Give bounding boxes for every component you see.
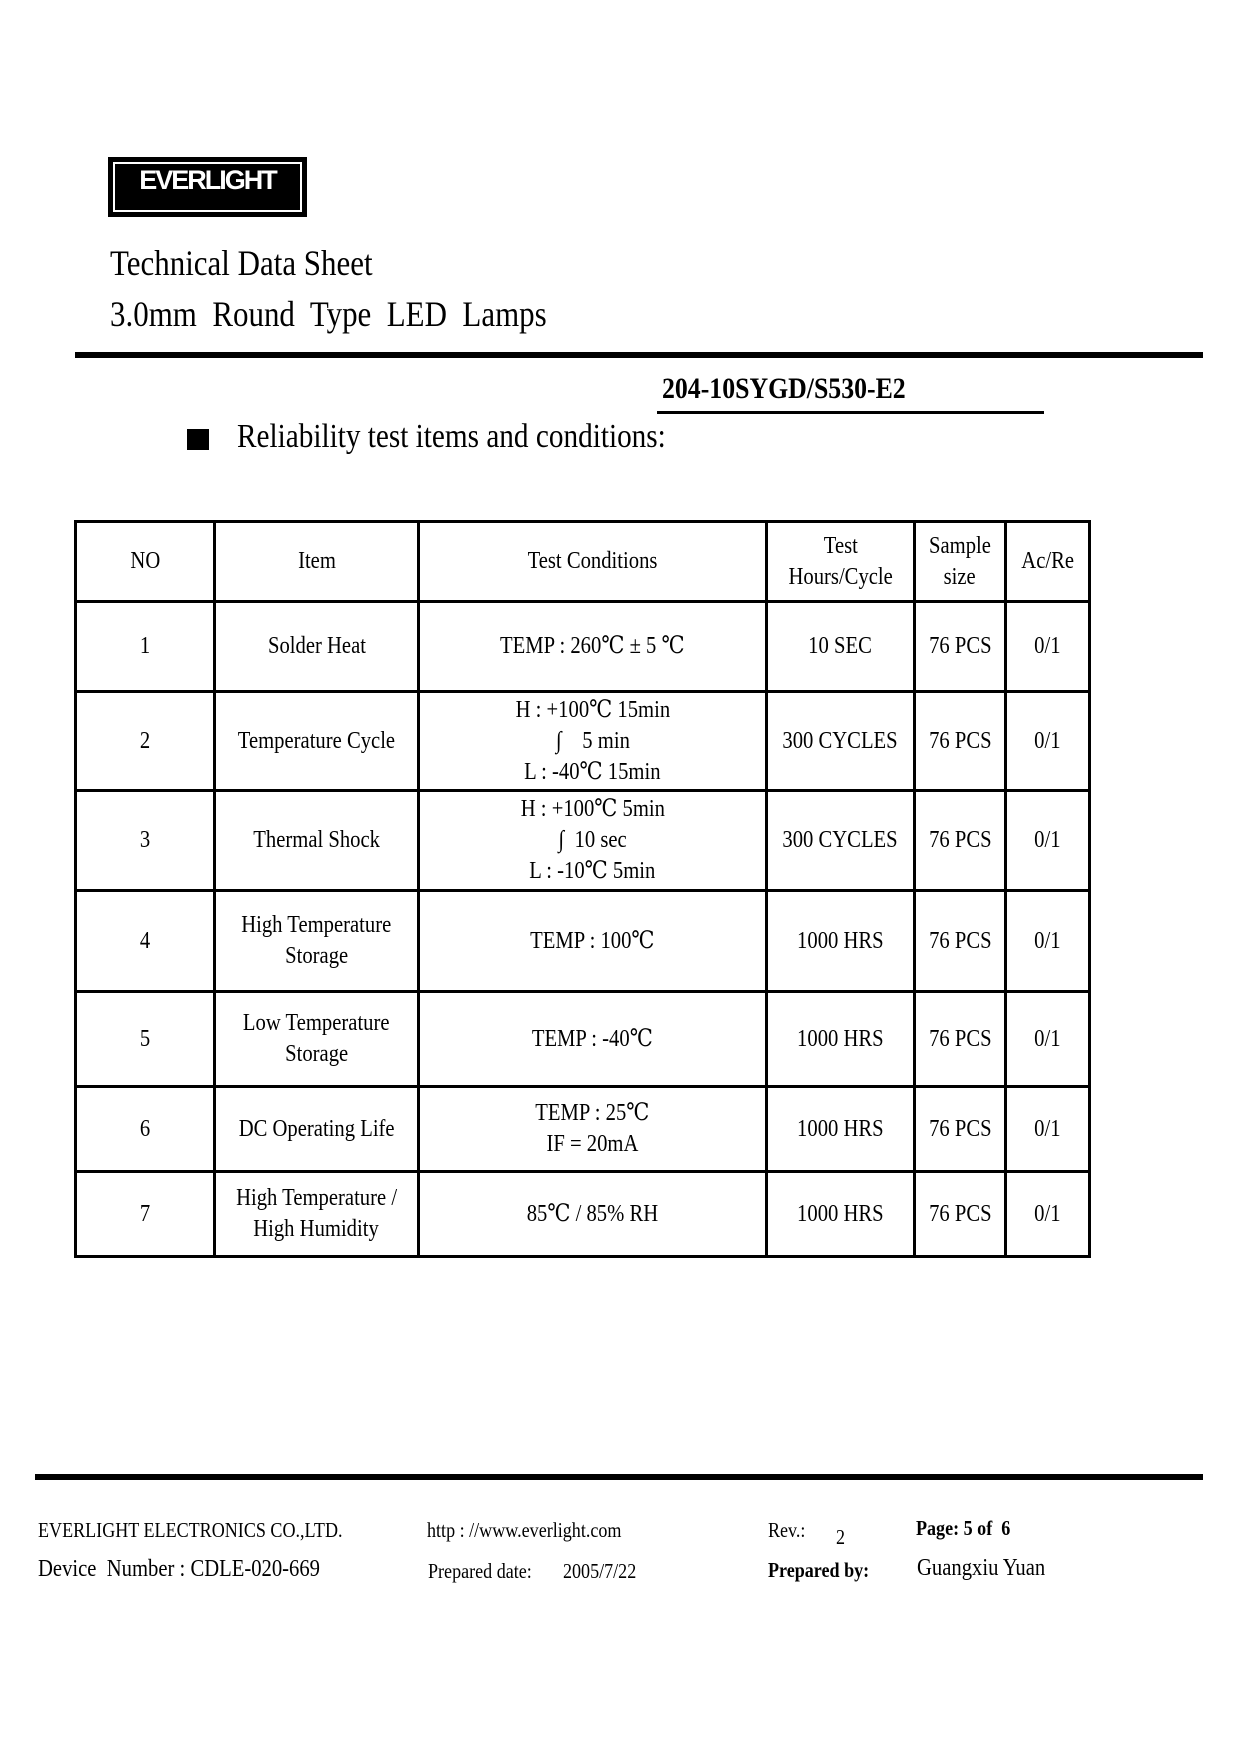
table-row bbox=[76, 791, 1090, 891]
header-conditions-text: Test Conditions bbox=[527, 548, 658, 574]
reliability-table bbox=[74, 520, 1091, 1258]
cell-sample bbox=[915, 692, 1006, 791]
footer-prepared-date bbox=[563, 1559, 648, 1584]
cell-hours bbox=[767, 891, 915, 992]
cell-sample-text: 76 PCS bbox=[928, 927, 992, 954]
footer-prepared-date-label-text: Prepared date: bbox=[428, 1559, 532, 1583]
cell-conditions-text: 85℃ / 85% RH bbox=[526, 1200, 659, 1227]
cell-item-text: High Temperature / bbox=[236, 1185, 397, 1211]
cell-item bbox=[215, 992, 419, 1087]
footer-rev-label bbox=[768, 1518, 812, 1543]
cell-sample-text: 76 PCS bbox=[928, 1115, 992, 1142]
cell-hours-text: 1000 HRS bbox=[797, 927, 884, 954]
cell-item bbox=[215, 1172, 419, 1257]
cell-sample-text: 76 PCS bbox=[928, 1200, 992, 1227]
header-acre-text: Ac/Re bbox=[1021, 548, 1074, 574]
part-number-text: 204-10SYGD/S530-E2 bbox=[662, 372, 906, 405]
cell-hours bbox=[767, 1087, 915, 1172]
header-sample-line2: size bbox=[943, 563, 977, 590]
cell-conditions bbox=[419, 692, 767, 791]
cell-acre-text: 0/1 bbox=[1034, 827, 1061, 853]
footer-divider bbox=[35, 1474, 1203, 1480]
cell-sample bbox=[915, 1172, 1006, 1257]
cell-no bbox=[76, 992, 215, 1087]
header-acre bbox=[1006, 522, 1090, 602]
cell-conditions-text: ∫ 10 sec bbox=[558, 827, 627, 853]
table-header-row bbox=[76, 522, 1090, 602]
document-title-text: Technical Data Sheet bbox=[110, 243, 373, 283]
cell-item-text: Thermal Shock bbox=[253, 827, 380, 853]
header-no bbox=[76, 522, 215, 602]
header-sample bbox=[915, 522, 1006, 602]
cell-sample bbox=[915, 791, 1006, 891]
cell-conditions-text: IF = 20mA bbox=[546, 1131, 639, 1157]
cell-no bbox=[76, 891, 215, 992]
cell-acre bbox=[1006, 1172, 1090, 1257]
section-title bbox=[237, 418, 736, 456]
part-number-underline bbox=[657, 411, 1044, 414]
cell-acre bbox=[1006, 791, 1090, 891]
header-item bbox=[215, 522, 419, 602]
cell-item-text: High Humidity bbox=[253, 1216, 380, 1242]
cell-sample bbox=[915, 891, 1006, 992]
cell-sample-text: 76 PCS bbox=[928, 1025, 992, 1052]
cell-no-text: 4 bbox=[139, 927, 151, 954]
cell-no bbox=[76, 1087, 215, 1172]
cell-hours bbox=[767, 791, 915, 891]
cell-hours-text: 1000 HRS bbox=[797, 1025, 884, 1052]
cell-item bbox=[215, 891, 419, 992]
document-subtitle-text: 3.0mm Round Type LED Lamps bbox=[110, 294, 547, 334]
cell-conditions-text: TEMP : 260℃ ± 5 ℃ bbox=[500, 633, 685, 659]
cell-conditions-text: ∫ 5 min bbox=[555, 727, 630, 754]
footer-rev-value bbox=[836, 1525, 847, 1550]
cell-hours-text: 300 CYCLES bbox=[782, 827, 899, 853]
cell-conditions bbox=[419, 891, 767, 992]
footer-prepared-by-text: Guangxiu Yuan bbox=[917, 1555, 1046, 1581]
cell-item bbox=[215, 602, 419, 692]
table-row bbox=[76, 992, 1090, 1087]
cell-acre-text: 0/1 bbox=[1034, 727, 1061, 754]
cell-acre bbox=[1006, 1087, 1090, 1172]
cell-acre bbox=[1006, 891, 1090, 992]
cell-conditions bbox=[419, 791, 767, 891]
cell-item bbox=[215, 692, 419, 791]
footer-prepared-by-label bbox=[768, 1558, 886, 1583]
section-title-text: Reliability test items and conditions: bbox=[237, 418, 666, 455]
cell-hours-text: 1000 HRS bbox=[797, 1200, 884, 1227]
footer-url-text[interactable]: http : //www.everlight.com bbox=[427, 1518, 622, 1542]
document-title bbox=[110, 242, 415, 284]
cell-acre bbox=[1006, 692, 1090, 791]
header-no-text: NO bbox=[130, 548, 160, 574]
cell-acre bbox=[1006, 602, 1090, 692]
table-row bbox=[76, 602, 1090, 692]
cell-item-text: Low Temperature bbox=[243, 1010, 390, 1036]
cell-item-text: Temperature Cycle bbox=[237, 727, 396, 754]
cell-sample-text: 76 PCS bbox=[928, 727, 992, 754]
cell-hours-text: 1000 HRS bbox=[797, 1115, 884, 1142]
cell-hours bbox=[767, 692, 915, 791]
footer-company-text: EVERLIGHT ELECTRONICS CO.,LTD. bbox=[38, 1518, 343, 1542]
cell-conditions bbox=[419, 1087, 767, 1172]
cell-item-text: Storage bbox=[284, 943, 349, 969]
cell-no bbox=[76, 692, 215, 791]
header-item-text: Item bbox=[297, 548, 336, 574]
cell-sample-text: 76 PCS bbox=[928, 827, 992, 853]
cell-no-text: 5 bbox=[139, 1025, 151, 1052]
cell-conditions bbox=[419, 1172, 767, 1257]
cell-no-text: 2 bbox=[139, 727, 151, 754]
footer-page bbox=[916, 1516, 1026, 1541]
cell-acre bbox=[1006, 992, 1090, 1087]
square-bullet-icon bbox=[187, 429, 209, 450]
cell-sample bbox=[915, 602, 1006, 692]
table-row bbox=[76, 692, 1090, 791]
cell-no-text: 7 bbox=[139, 1200, 151, 1227]
document-subtitle bbox=[110, 293, 618, 335]
footer-device-number bbox=[38, 1556, 366, 1583]
cell-acre-text: 0/1 bbox=[1034, 1025, 1061, 1052]
part-number bbox=[662, 372, 945, 406]
cell-sample bbox=[915, 992, 1006, 1087]
cell-no bbox=[76, 791, 215, 891]
cell-no-text: 3 bbox=[139, 827, 151, 853]
cell-hours bbox=[767, 1172, 915, 1257]
footer-company bbox=[38, 1518, 392, 1543]
cell-item bbox=[215, 791, 419, 891]
cell-conditions bbox=[419, 602, 767, 692]
cell-sample-text: 76 PCS bbox=[928, 633, 992, 659]
cell-item-text: Storage bbox=[284, 1041, 349, 1067]
cell-hours bbox=[767, 602, 915, 692]
footer-rev-value-text: 2 bbox=[836, 1525, 846, 1549]
header-hours bbox=[767, 522, 915, 602]
cell-item bbox=[215, 1087, 419, 1172]
footer-prepared-by-label-text: Prepared by: bbox=[768, 1558, 870, 1582]
header-divider bbox=[75, 352, 1203, 358]
footer-page-text: Page: 5 of 6 bbox=[916, 1516, 1011, 1540]
cell-item-text: DC Operating Life bbox=[238, 1115, 395, 1142]
cell-conditions bbox=[419, 992, 767, 1087]
cell-acre-text: 0/1 bbox=[1034, 1115, 1061, 1142]
cell-hours-text: 10 SEC bbox=[808, 633, 873, 659]
cell-no bbox=[76, 602, 215, 692]
cell-conditions-text: TEMP : 25℃ bbox=[535, 1100, 650, 1126]
cell-sample bbox=[915, 1087, 1006, 1172]
logo-text: EVERLIGHT bbox=[139, 165, 276, 195]
header-hours-line1: Test bbox=[823, 532, 858, 559]
everlight-logo bbox=[108, 157, 307, 217]
cell-conditions-text: TEMP : -40℃ bbox=[532, 1025, 653, 1052]
table-row bbox=[76, 1087, 1090, 1172]
cell-hours-text: 300 CYCLES bbox=[782, 727, 899, 754]
footer-prepared-by bbox=[917, 1555, 1066, 1582]
cell-acre-text: 0/1 bbox=[1034, 633, 1061, 659]
footer-device-number-text: Device Number : CDLE-020-669 bbox=[38, 1556, 321, 1582]
header-sample-line1: Sample bbox=[929, 532, 991, 559]
table-row bbox=[76, 891, 1090, 992]
cell-acre-text: 0/1 bbox=[1034, 927, 1061, 954]
cell-no-text: 1 bbox=[139, 633, 151, 659]
footer-rev-label-text: Rev.: bbox=[768, 1518, 806, 1542]
cell-hours bbox=[767, 992, 915, 1087]
cell-no bbox=[76, 1172, 215, 1257]
cell-item-text: High Temperature bbox=[241, 912, 392, 938]
header-conditions bbox=[419, 522, 767, 602]
cell-conditions-text: L : -40℃ 15min bbox=[524, 758, 661, 785]
footer-url[interactable] bbox=[427, 1518, 653, 1543]
cell-no-text: 6 bbox=[139, 1115, 151, 1142]
cell-item-text: Solder Heat bbox=[267, 633, 366, 659]
cell-conditions-text: TEMP : 100℃ bbox=[530, 927, 655, 954]
cell-conditions-text: H : +100℃ 5min bbox=[520, 796, 665, 822]
table-row bbox=[76, 1172, 1090, 1257]
footer-prepared-date-label bbox=[428, 1559, 549, 1584]
footer-prepared-date-text: 2005/7/22 bbox=[563, 1559, 637, 1583]
cell-conditions-text: H : +100℃ 15min bbox=[515, 696, 670, 723]
cell-conditions-text: L : -10℃ 5min bbox=[529, 858, 656, 884]
header-hours-line2: Hours/Cycle bbox=[788, 563, 893, 590]
cell-acre-text: 0/1 bbox=[1034, 1200, 1061, 1227]
